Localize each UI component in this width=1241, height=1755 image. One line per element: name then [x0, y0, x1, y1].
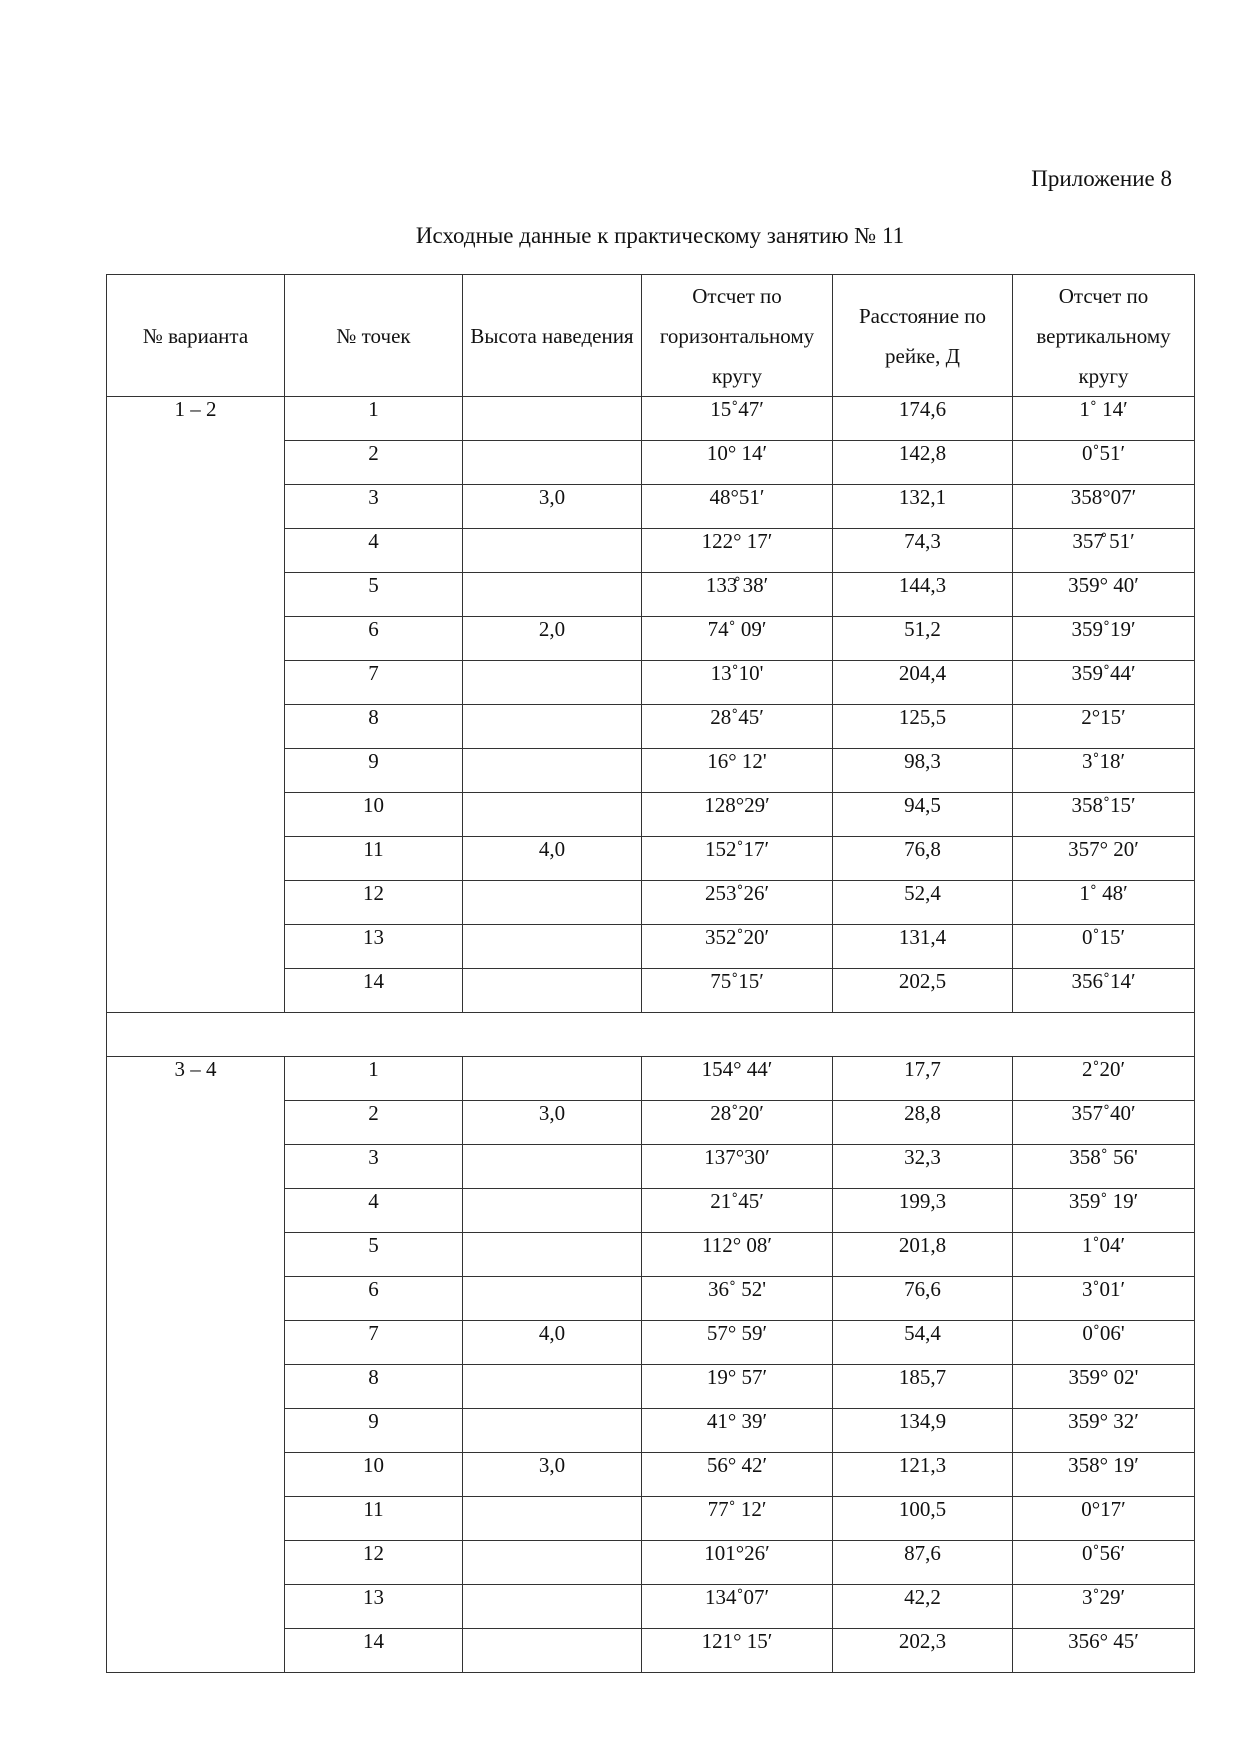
height-cell: [463, 1277, 642, 1321]
vertical-reading-cell: 359˚ 19′: [1013, 1189, 1195, 1233]
horizontal-reading-cell: 101°26′: [642, 1541, 833, 1585]
point-cell: 11: [285, 1497, 463, 1541]
height-cell: [463, 749, 642, 793]
distance-cell: 134,9: [833, 1409, 1013, 1453]
point-cell: 1: [285, 1057, 463, 1101]
height-cell: 4,0: [463, 1321, 642, 1365]
header-variant: № варианта: [107, 275, 285, 397]
separator-cell: [107, 1013, 1195, 1057]
height-cell: 2,0: [463, 617, 642, 661]
height-cell: [463, 1057, 642, 1101]
height-cell: [463, 1585, 642, 1629]
point-cell: 8: [285, 1365, 463, 1409]
document-title: Исходные данные к практическому занятию № 11: [415, 223, 905, 248]
height-cell: [463, 529, 642, 573]
point-cell: 8: [285, 705, 463, 749]
horizontal-reading-cell: 128°29′: [642, 793, 833, 837]
height-cell: [463, 881, 642, 925]
vertical-reading-cell: 2°15′: [1013, 705, 1195, 749]
vertical-reading-cell: 359° 32′: [1013, 1409, 1195, 1453]
point-cell: 9: [285, 749, 463, 793]
distance-cell: 98,3: [833, 749, 1013, 793]
vertical-reading-cell: 0°17′: [1013, 1497, 1195, 1541]
distance-cell: 144,3: [833, 573, 1013, 617]
table-row: [107, 1057, 1195, 1101]
horizontal-reading-cell: 56° 42′: [642, 1453, 833, 1497]
point-cell: 6: [285, 1277, 463, 1321]
vertical-reading-cell: 0˚51′: [1013, 441, 1195, 485]
height-cell: [463, 925, 642, 969]
distance-cell: 199,3: [833, 1189, 1013, 1233]
distance-cell: 121,3: [833, 1453, 1013, 1497]
horizontal-reading-cell: 133̊ 38′: [642, 573, 833, 617]
distance-cell: 204,4: [833, 661, 1013, 705]
point-cell: 3: [285, 485, 463, 529]
horizontal-reading-cell: 77˚ 12′: [642, 1497, 833, 1541]
distance-cell: 100,5: [833, 1497, 1013, 1541]
horizontal-reading-cell: 19° 57′: [642, 1365, 833, 1409]
height-cell: [463, 1409, 642, 1453]
vertical-reading-cell: 1˚04′: [1013, 1233, 1195, 1277]
vertical-reading-cell: 356° 45′: [1013, 1629, 1195, 1673]
variant-cell: 3 – 4: [107, 1057, 285, 1673]
vertical-reading-cell: 357̊ 51′: [1013, 529, 1195, 573]
vertical-reading-cell: 358° 19′: [1013, 1453, 1195, 1497]
height-cell: [463, 1541, 642, 1585]
vertical-reading-cell: 3˚29′: [1013, 1585, 1195, 1629]
group-separator-row: [107, 1013, 1195, 1057]
table-row: [107, 397, 1195, 441]
point-cell: 5: [285, 573, 463, 617]
height-cell: [463, 1189, 642, 1233]
point-cell: 11: [285, 837, 463, 881]
height-cell: [463, 969, 642, 1013]
horizontal-reading-cell: 28˚45′: [642, 705, 833, 749]
header-distance: Расстояние по рейке, Д: [833, 275, 1013, 397]
vertical-reading-cell: 356˚14′: [1013, 969, 1195, 1013]
distance-cell: 28,8: [833, 1101, 1013, 1145]
distance-cell: 201,8: [833, 1233, 1013, 1277]
distance-cell: 132,1: [833, 485, 1013, 529]
distance-cell: 185,7: [833, 1365, 1013, 1409]
point-cell: 9: [285, 1409, 463, 1453]
point-cell: 6: [285, 617, 463, 661]
horizontal-reading-cell: 36˚ 52': [642, 1277, 833, 1321]
distance-cell: 17,7: [833, 1057, 1013, 1101]
appendix-label: Приложение 8: [1031, 166, 1172, 191]
height-cell: [463, 1233, 642, 1277]
point-cell: 4: [285, 529, 463, 573]
distance-cell: 54,4: [833, 1321, 1013, 1365]
distance-cell: 42,2: [833, 1585, 1013, 1629]
horizontal-reading-cell: 10° 14′: [642, 441, 833, 485]
point-cell: 12: [285, 881, 463, 925]
distance-cell: 87,6: [833, 1541, 1013, 1585]
distance-cell: 174,6: [833, 397, 1013, 441]
height-cell: [463, 1629, 642, 1673]
point-cell: 2: [285, 441, 463, 485]
point-cell: 10: [285, 793, 463, 837]
height-cell: [463, 397, 642, 441]
horizontal-reading-cell: 122° 17′: [642, 529, 833, 573]
point-cell: 14: [285, 969, 463, 1013]
height-cell: [463, 1497, 642, 1541]
horizontal-reading-cell: 121° 15′: [642, 1629, 833, 1673]
horizontal-reading-cell: 137°30′: [642, 1145, 833, 1189]
point-cell: 4: [285, 1189, 463, 1233]
horizontal-reading-cell: 13˚10': [642, 661, 833, 705]
vertical-reading-cell: 359˚19′: [1013, 617, 1195, 661]
horizontal-reading-cell: 152˚17′: [642, 837, 833, 881]
point-cell: 1: [285, 397, 463, 441]
header-points: № точек: [285, 275, 463, 397]
vertical-reading-cell: 358˚ 56': [1013, 1145, 1195, 1189]
height-cell: [463, 705, 642, 749]
horizontal-reading-cell: 28˚20′: [642, 1101, 833, 1145]
vertical-reading-cell: 2˚20′: [1013, 1057, 1195, 1101]
height-cell: [463, 661, 642, 705]
vertical-reading-cell: 0˚15′: [1013, 925, 1195, 969]
horizontal-reading-cell: 48°51′: [642, 485, 833, 529]
point-cell: 14: [285, 1629, 463, 1673]
header-horizontal: Отсчет по горизонтальному кругу: [642, 275, 833, 397]
distance-cell: 74,3: [833, 529, 1013, 573]
distance-cell: 52,4: [833, 881, 1013, 925]
height-cell: [463, 793, 642, 837]
vertical-reading-cell: 1˚ 14′: [1013, 397, 1195, 441]
distance-cell: 76,8: [833, 837, 1013, 881]
horizontal-reading-cell: 57° 59′: [642, 1321, 833, 1365]
height-cell: [463, 1145, 642, 1189]
point-cell: 13: [285, 925, 463, 969]
distance-cell: 131,4: [833, 925, 1013, 969]
horizontal-reading-cell: 15˚47′: [642, 397, 833, 441]
point-cell: 7: [285, 661, 463, 705]
horizontal-reading-cell: 21˚45′: [642, 1189, 833, 1233]
horizontal-reading-cell: 74˚ 09′: [642, 617, 833, 661]
horizontal-reading-cell: 352˚20′: [642, 925, 833, 969]
horizontal-reading-cell: 16° 12': [642, 749, 833, 793]
vertical-reading-cell: 359° 40′: [1013, 573, 1195, 617]
horizontal-reading-cell: 112° 08′: [642, 1233, 833, 1277]
point-cell: 2: [285, 1101, 463, 1145]
horizontal-reading-cell: 134˚07′: [642, 1585, 833, 1629]
vertical-reading-cell: 0˚56′: [1013, 1541, 1195, 1585]
header-height: Высота наведения: [463, 275, 642, 397]
vertical-reading-cell: 359° 02': [1013, 1365, 1195, 1409]
point-cell: 12: [285, 1541, 463, 1585]
vertical-reading-cell: 3˚18′: [1013, 749, 1195, 793]
table-header: [107, 275, 1195, 397]
variant-cell: 1 – 2: [107, 397, 285, 1013]
vertical-reading-cell: 0˚06': [1013, 1321, 1195, 1365]
distance-cell: 32,3: [833, 1145, 1013, 1189]
height-cell: 3,0: [463, 1101, 642, 1145]
header-vertical: Отсчет по вертикальному кругу: [1013, 275, 1195, 397]
vertical-reading-cell: 357° 20′: [1013, 837, 1195, 881]
point-cell: 3: [285, 1145, 463, 1189]
distance-cell: 202,5: [833, 969, 1013, 1013]
point-cell: 10: [285, 1453, 463, 1497]
height-cell: 3,0: [463, 1453, 642, 1497]
distance-cell: 202,3: [833, 1629, 1013, 1673]
horizontal-reading-cell: 154° 44′: [642, 1057, 833, 1101]
height-cell: 3,0: [463, 485, 642, 529]
vertical-reading-cell: 3˚01′: [1013, 1277, 1195, 1321]
vertical-reading-cell: 1˚ 48′: [1013, 881, 1195, 925]
vertical-reading-cell: 358˚15′: [1013, 793, 1195, 837]
height-cell: [463, 573, 642, 617]
table-body: [107, 397, 1195, 1673]
distance-cell: 76,6: [833, 1277, 1013, 1321]
height-cell: [463, 1365, 642, 1409]
distance-cell: 142,8: [833, 441, 1013, 485]
distance-cell: 51,2: [833, 617, 1013, 661]
distance-cell: 94,5: [833, 793, 1013, 837]
height-cell: 4,0: [463, 837, 642, 881]
vertical-reading-cell: 357˚40′: [1013, 1101, 1195, 1145]
point-cell: 7: [285, 1321, 463, 1365]
vertical-reading-cell: 359˚44′: [1013, 661, 1195, 705]
horizontal-reading-cell: 75˚15′: [642, 969, 833, 1013]
height-cell: [463, 441, 642, 485]
vertical-reading-cell: 358°07′: [1013, 485, 1195, 529]
horizontal-reading-cell: 41° 39′: [642, 1409, 833, 1453]
header-row: [107, 275, 1195, 397]
distance-cell: 125,5: [833, 705, 1013, 749]
point-cell: 5: [285, 1233, 463, 1277]
point-cell: 13: [285, 1585, 463, 1629]
horizontal-reading-cell: 253˚26′: [642, 881, 833, 925]
data-table: [106, 274, 1195, 1673]
